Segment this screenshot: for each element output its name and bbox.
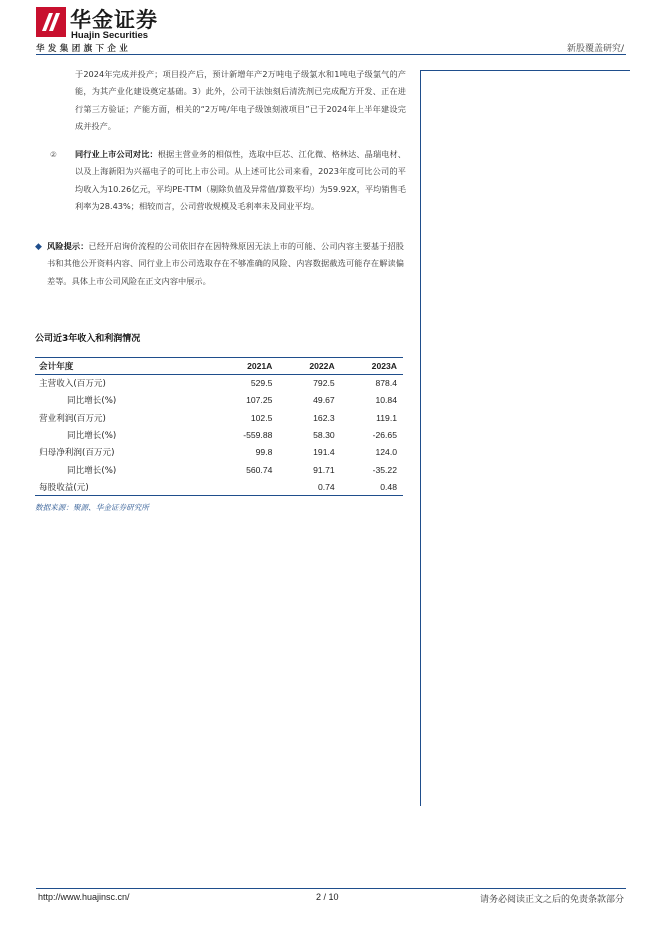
row-label: 主营收入(百万元) <box>39 379 106 390</box>
brand-slogan: 华发集团旗下企业 <box>36 44 132 54</box>
data-source: 数据来源：聚源、华金证券研究所 <box>35 503 149 512</box>
table-row <box>35 426 403 443</box>
brand-name-cn: 华金证券 <box>70 8 158 32</box>
table-cell: 162.3 <box>313 412 335 423</box>
table-header-row <box>35 358 403 375</box>
table-cell: 0.74 <box>278 478 340 495</box>
row-label: 同比增长(%) <box>67 431 117 442</box>
risk-lead: 风险提示： <box>47 241 89 251</box>
table-cell: -559.88 <box>243 430 273 441</box>
column-header: 2023A <box>341 358 403 375</box>
paragraph-peer-comparison <box>75 146 406 216</box>
report-type: 新股覆盖研究/ <box>566 44 624 54</box>
paragraph-capacity: 于2024年完成并投产；项目投产后，预计新增年产2万吨电子级氯水和1吨电子级氯气的产能，为其产业化建设奠定基础。3）此外，公司干法蚀刻后清洗剂已完成配方开发、正在进行第三方验证；产能方面，相关的“2万吨/年电子级蚀刻液项目”已于2024年上半年建设完成并投产。 <box>75 69 406 132</box>
table-cell: 119.1 <box>376 412 397 423</box>
table-cell: 191.4 <box>313 447 335 458</box>
column-header: 会计年度 <box>35 358 208 375</box>
table-cell: 102.5 <box>250 412 273 423</box>
table-cell: 58.30 <box>313 430 335 441</box>
huajin-logo-icon <box>36 7 66 37</box>
row-label: 营业利润(百万元) <box>39 413 106 424</box>
row-label: 归母净利润(百万元) <box>39 448 115 459</box>
sidebar-border-top <box>420 70 630 71</box>
table-cell: -35.22 <box>372 464 397 475</box>
page-number: 2 / 10 <box>316 892 339 902</box>
table-cell: 91.71 <box>313 464 335 475</box>
table-body <box>35 375 403 496</box>
column-header: 2022A <box>278 358 340 375</box>
paragraph-risk <box>47 238 404 290</box>
table-cell: 107.25 <box>246 395 273 406</box>
row-label: 每股收益(元) <box>35 478 208 495</box>
table-cell: 10.84 <box>375 395 397 406</box>
table-row <box>35 444 403 461</box>
sidebar-border-vertical <box>420 70 421 806</box>
header-divider <box>36 54 626 55</box>
table-row <box>35 392 403 409</box>
table-cell <box>208 478 278 495</box>
brand-name-en: Huajin Securities <box>71 30 149 41</box>
table-cell: 49.67 <box>313 395 335 406</box>
financial-table <box>35 357 403 496</box>
table-row <box>35 409 403 426</box>
table-row <box>35 375 403 392</box>
footer-url-link[interactable]: http://www.huajinsc.cn/ <box>38 892 130 902</box>
risk-text: 已经开启询价流程的公司依旧存在因特殊原因无法上市的可能、公司内容主要基于招股书和其他公开资料内容、同行业上市公司选取存在不够准确的风险、内容数据截选可能存在解读偏差等。具体上市公司风险在正文内容中展示。 <box>47 241 404 286</box>
row-label: 同比增长(%) <box>67 465 117 476</box>
table-title: 公司近3年收入和利润情况 <box>35 334 141 344</box>
table-row <box>35 478 403 495</box>
table-row <box>35 461 403 478</box>
peer-comparison-lead: 同行业上市公司对比： <box>75 149 158 159</box>
table-cell: 792.5 <box>313 378 335 389</box>
table-cell: 99.8 <box>255 447 273 458</box>
column-header: 2021A <box>208 358 278 375</box>
footer-divider <box>36 888 626 889</box>
diamond-bullet-icon: ◆ <box>35 242 42 252</box>
table-cell: -26.65 <box>372 430 397 441</box>
table-cell: 529.5 <box>250 378 273 389</box>
table-cell: 560.74 <box>246 464 273 475</box>
peer-comparison-text: 根据主营业务的相似性，选取中巨芯、江化微、格林达、晶瑞电材、以及上海新阳为兴福电子的可比上市公司。从上述可比公司来看，2023年度可比公司的平均收入为10.26亿元，平均PE-TTM（剔除负值及异常值/算数平均）为59.92X，平均销售毛利率为28.43%；相较而言，公司营收规模及毛利率未及同业平均。 <box>75 149 406 212</box>
bullet-marker: ② <box>50 150 57 159</box>
table-cell: 0.48 <box>341 478 403 495</box>
row-label: 同比增长(%) <box>67 396 117 407</box>
footer-disclaimer: 请务必阅读正文之后的免责条款部分 <box>479 895 624 905</box>
table-cell: 124.0 <box>375 447 397 458</box>
table-cell: 878.4 <box>375 378 397 389</box>
